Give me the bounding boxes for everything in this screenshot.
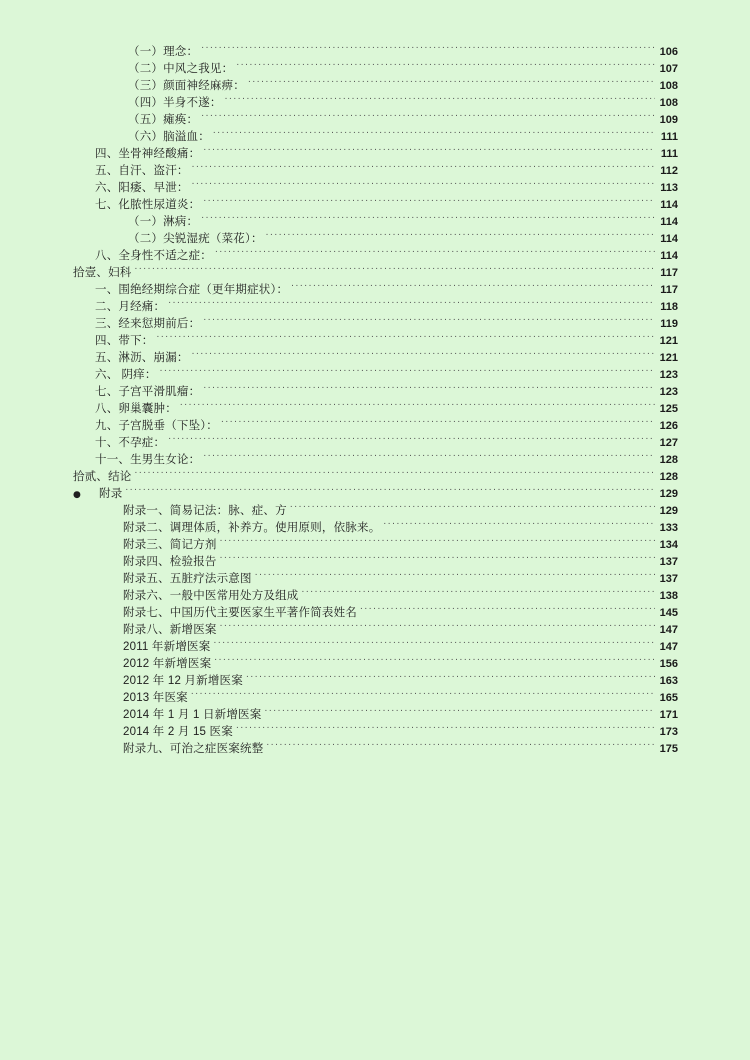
dot-leader [215, 242, 655, 259]
toc-page-number: 118 [660, 301, 678, 313]
toc-entry[interactable] [0, 140, 750, 160]
dot-leader [236, 55, 655, 72]
toc-entry[interactable] [0, 123, 750, 143]
toc-page-number: 114 [660, 216, 678, 228]
toc-page-number: 137 [659, 556, 678, 568]
toc-entry[interactable] [0, 565, 750, 585]
dot-leader [213, 123, 655, 140]
toc-entry-label: 四、坐骨神经酸痛： [95, 148, 201, 160]
toc-page-number: 129 [659, 505, 678, 517]
toc-entry-label: 三、经来愆期前后： [95, 318, 201, 330]
toc-entry-label: 七、化脓性尿道炎： [95, 199, 201, 211]
toc-entry-label: 附录四、检验报告 [123, 556, 217, 568]
toc-entry-label: 四、带下： [95, 335, 154, 347]
toc-page-number: 106 [659, 46, 678, 58]
toc-entry-label: （一）淋病： [128, 216, 199, 228]
toc-entry-label: 五、淋沥、崩漏： [95, 352, 189, 364]
toc-entry[interactable] [0, 38, 750, 58]
dot-leader [255, 565, 655, 582]
dot-leader [360, 599, 655, 616]
toc-entry-label: 六、 阴痒： [95, 369, 157, 381]
dot-leader [203, 446, 655, 463]
dot-leader [157, 327, 656, 344]
toc-page-number: 171 [659, 709, 678, 721]
toc-entry-label: （四）半身不遂： [128, 97, 222, 109]
toc-entry-label: （五）瘫痪： [128, 114, 199, 126]
dot-leader [264, 701, 655, 718]
toc-entry-label: 2014 年 1 月 1 日新增医案 [123, 709, 262, 721]
toc-page-number: 134 [659, 539, 678, 551]
toc-page-number: 111 [660, 131, 678, 143]
dot-leader [214, 650, 655, 667]
dot-leader [266, 735, 655, 752]
toc-page-number: 107 [659, 63, 678, 75]
toc-entry[interactable] [0, 735, 750, 755]
toc-entry-label: （一）理念： [128, 46, 199, 58]
toc-page-number: 121 [659, 335, 678, 347]
toc-entry[interactable] [0, 701, 750, 721]
dot-leader [246, 667, 655, 684]
toc-entry-label: 2012 年 12 月新增医案 [123, 675, 243, 687]
toc-page-number: 138 [659, 590, 678, 602]
toc-entry-label: 附录八、新增医案 [123, 624, 217, 636]
toc-entry-label: （二）中风之我见： [128, 63, 234, 75]
dot-leader [203, 191, 655, 208]
dot-leader [266, 225, 655, 242]
toc-entry-label: 附录五、五脏疗法示意图 [123, 573, 252, 585]
toc-entry-label: 九、子宫脱垂（下坠）： [95, 420, 218, 432]
toc-entry-label: 一、围绝经期综合症（更年期症状）： [95, 284, 289, 296]
dot-leader [201, 38, 655, 55]
toc-entry[interactable] [0, 633, 750, 653]
table-of-contents [0, 38, 750, 755]
toc-entry[interactable] [0, 650, 750, 670]
toc-entry[interactable] [0, 718, 750, 738]
toc-page-number: 173 [659, 726, 678, 738]
toc-entry-label: 十一、生男生女论： [95, 454, 201, 466]
toc-page-number: 126 [659, 420, 678, 432]
dot-leader [201, 106, 655, 123]
toc-entry-label: 八、卵巢囊肿： [95, 403, 177, 415]
dot-leader [192, 157, 655, 174]
toc-page-number: 117 [660, 284, 678, 296]
toc-entry[interactable] [0, 616, 750, 636]
dot-leader [220, 548, 655, 565]
toc-page-number: 112 [660, 165, 678, 177]
dot-leader [160, 361, 655, 378]
toc-page-number: 163 [659, 675, 678, 687]
toc-entry-label: （三）颜面神经麻痹： [128, 80, 245, 92]
toc-page-number: 125 [659, 403, 678, 415]
toc-page-number: 145 [659, 607, 678, 619]
toc-entry[interactable] [0, 55, 750, 75]
dot-leader [383, 514, 655, 531]
dot-leader [168, 293, 655, 310]
toc-entry[interactable] [0, 72, 750, 92]
toc-entry-label: 附录二、调理体质，补养方。使用原则，依脉来。 [123, 522, 381, 534]
toc-entry-label: 二、月经痛： [95, 301, 166, 313]
toc-page-number: 114 [660, 199, 678, 211]
toc-page-number: 137 [659, 573, 678, 585]
toc-page-number: 175 [659, 743, 678, 755]
dot-leader [135, 463, 656, 480]
toc-entry-label: （二）尖锐湿疣（菜花）： [128, 233, 263, 245]
toc-page-number: 113 [660, 182, 678, 194]
dot-leader [135, 259, 656, 276]
toc-page-number: 111 [660, 148, 678, 160]
toc-entry-label: 附录七、中国历代主要医家生平著作简表姓名 [123, 607, 357, 619]
dot-leader [220, 531, 655, 548]
toc-entry-label: 附录三、简记方剂 [123, 539, 217, 551]
toc-entry-label: 2012 年新增医案 [123, 658, 212, 670]
toc-entry[interactable] [0, 548, 750, 568]
toc-page-number: 156 [659, 658, 678, 670]
toc-entry[interactable] [0, 599, 750, 619]
dot-leader [203, 310, 655, 327]
toc-page-number: 128 [659, 471, 678, 483]
toc-page-number: 121 [659, 352, 678, 364]
toc-entry[interactable] [0, 89, 750, 109]
toc-page-number: 117 [660, 267, 678, 279]
dot-leader [302, 582, 656, 599]
dot-leader [236, 718, 655, 735]
toc-page-number: 133 [659, 522, 678, 534]
dot-leader [220, 616, 655, 633]
dot-leader [203, 140, 655, 157]
toc-entry-label: 拾壹、妇科 [73, 267, 132, 279]
toc-entry-label: 附录九、可治之症医案统整 [123, 743, 264, 755]
dot-leader [125, 480, 655, 497]
toc-entry[interactable] [0, 225, 750, 245]
dot-leader [192, 344, 655, 361]
dot-leader [225, 89, 655, 106]
toc-page-number: 123 [659, 386, 678, 398]
toc-page-number: 119 [660, 318, 678, 330]
toc-entry-label: （六）脑溢血： [128, 131, 210, 143]
dot-leader [201, 208, 655, 225]
dot-leader [180, 395, 655, 412]
toc-entry-label: 附录一、简易记法：脉、症、方 [123, 505, 287, 517]
toc-entry[interactable] [0, 531, 750, 551]
toc-entry[interactable] [0, 242, 750, 262]
toc-entry-label: 八、全身性不适之症： [95, 250, 212, 262]
toc-page-number: 108 [659, 97, 678, 109]
toc-entry-label: 五、自汗、盗汗： [95, 165, 189, 177]
toc-page-number: 109 [659, 114, 678, 126]
dot-leader [290, 497, 655, 514]
toc-entry-label: 2013 年医案 [123, 692, 188, 704]
dot-leader [291, 276, 655, 293]
toc-entry-label: 七、子宫平滑肌瘤： [95, 386, 201, 398]
toc-entry[interactable] [0, 684, 750, 704]
toc-page-number: 127 [659, 437, 678, 449]
bullet-icon: ● [73, 490, 81, 500]
dot-leader [168, 429, 655, 446]
toc-page-number: 114 [660, 250, 678, 262]
dot-leader [248, 72, 655, 89]
toc-entry-label: 附录 [99, 488, 123, 500]
toc-entry-label: 2011 年新增医案 [123, 641, 211, 653]
toc-entry-label: 六、阳痿、早泄： [95, 182, 189, 194]
toc-entry[interactable] [0, 514, 750, 534]
dot-leader [191, 684, 655, 701]
toc-entry-label: 2014 年 2 月 15 医案 [123, 726, 233, 738]
dot-leader [192, 174, 655, 191]
toc-page-number: 147 [659, 641, 678, 653]
toc-entry-label: 十、不孕症： [95, 437, 166, 449]
toc-entry[interactable] [0, 106, 750, 126]
toc-entry[interactable] [0, 667, 750, 687]
dot-leader [213, 633, 655, 650]
toc-page-number: 147 [659, 624, 678, 636]
toc-entry[interactable] [0, 582, 750, 602]
toc-page-number: 123 [659, 369, 678, 381]
toc-page-number: 128 [659, 454, 678, 466]
toc-entry-label: 拾贰、结论 [73, 471, 132, 483]
toc-page-number: 114 [660, 233, 678, 245]
toc-entry-label: 附录六、一般中医常用处方及组成 [123, 590, 299, 602]
dot-leader [203, 378, 655, 395]
toc-page-number: 165 [659, 692, 678, 704]
toc-page-number: 129 [659, 488, 678, 500]
toc-page-number: 108 [659, 80, 678, 92]
dot-leader [221, 412, 655, 429]
